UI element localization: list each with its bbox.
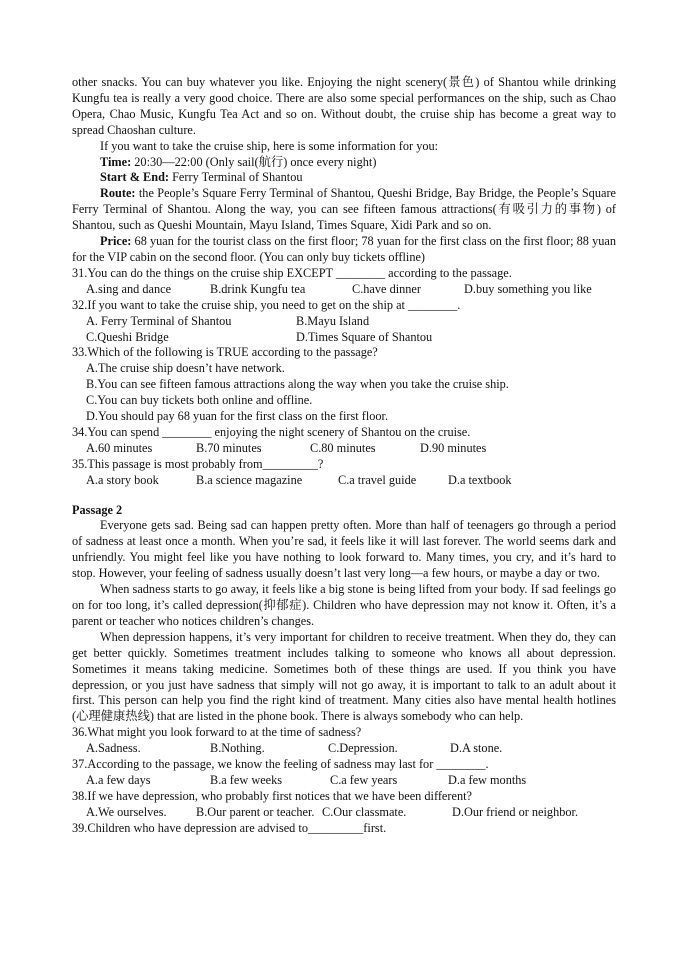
option-31c: C.have dinner [352, 281, 421, 296]
question-33-option-c-row [72, 393, 616, 409]
time-line [72, 155, 616, 171]
passage2-heading: Passage 2 [72, 502, 123, 517]
question-37: 37.According to the passage, we know the feeling of sadness may last for ________. [72, 757, 489, 772]
question-36: 36.What might you look forward to at the time of sadness? [72, 725, 362, 740]
option-34c: C.80 minutes [310, 440, 376, 455]
route-text: the People’s Square Ferry Terminal of Shantou, Queshi Bridge, Bay Bridge, the People’s Square Ferry Terminal of Shantou. Along the way, you can see fifteen famous attractions(有吸引力的事物) of Shantou, such as Queshi Mountain, Mayu Island, Times Square, Xidi Park and so on. [72, 186, 616, 233]
option-37a: A.a few days [86, 772, 151, 787]
option-38a: A.We ourselves. [86, 804, 167, 819]
option-31a: A.sing and dance [86, 281, 172, 296]
question-39: 39.Children who have depression are advised to_________first. [72, 820, 387, 835]
start-end-line [72, 170, 616, 186]
passage2-paragraph-1: Everyone gets sad. Being sad can happen pretty often. More than half of teenagers go through a period of sadness at least once a month. When you’re sad, it feels like it will last forever. The world seems dark and unfriendly. You might feel like you have nothing to look forward to. Many times, you cry, and it’s hard to stop. However, your feeling of sadness usually doesn’t last very long—a few hours, or maybe a day or two. [72, 518, 616, 581]
question-33-option-d-row [72, 409, 616, 425]
option-35c: C.a travel guide [338, 472, 417, 487]
option-33c: C.You can buy tickets both online and offline. [86, 393, 313, 408]
question-31: 31.You can do the things on the cruise ship EXCEPT ________ according to the passage. [72, 265, 512, 280]
price-label: Price: [100, 234, 132, 249]
option-34b: B.70 minutes [196, 440, 262, 455]
start-end-label: Start & End: [100, 170, 170, 185]
time-text: 20:30—22:00 (Only sail(航行) once every night) [131, 154, 377, 169]
start-end-text: Ferry Terminal of Shantou [169, 170, 303, 185]
passage2-paragraph-2: When sadness starts to go away, it feels like a big stone is being lifted from your body. If sad feelings go on for too long, it’s called depression(抑郁症). Children who have depression may not know it. Often, it’s a parent or teacher who notices children’s changes. [72, 582, 616, 628]
question-36-options [72, 741, 616, 757]
option-36d: D.A stone. [450, 741, 503, 756]
question-33-option-b-row [72, 377, 616, 393]
question-34: 34.You can spend ________ enjoying the night scenery of Shantou on the cruise. [72, 424, 471, 439]
question-35: 35.This passage is most probably from_________? [72, 456, 324, 471]
info-intro: If you want to take the cruise ship, here is some information for you: [100, 138, 439, 153]
option-38d: D.Our friend or neighbor. [452, 804, 579, 819]
time-label: Time: [100, 154, 132, 169]
option-32b: B.Mayu Island [296, 313, 370, 328]
option-31b: B.drink Kungfu tea [210, 281, 306, 296]
option-32a: A. Ferry Terminal of Shantou [86, 313, 232, 328]
option-35a: A.a story book [86, 472, 159, 487]
option-36c: C.Depression. [328, 741, 398, 756]
route-line [72, 186, 616, 234]
question-33-option-a-row [72, 361, 616, 377]
option-37c: C.a few years [330, 772, 398, 787]
question-37-options [72, 773, 616, 789]
option-34d: D.90 minutes [420, 440, 487, 455]
option-31d: D.buy something you like [464, 281, 592, 296]
question-31-options [72, 282, 616, 298]
option-33d: D.You should pay 68 yuan for the first class on the first floor. [86, 409, 389, 424]
option-38b: B.Our parent or teacher. [196, 804, 315, 819]
price-line [72, 234, 616, 266]
option-32c: C.Queshi Bridge [86, 329, 169, 344]
document-page [72, 75, 616, 837]
passage2-paragraph-3: When depression happens, it’s very important for children to receive treatment. When they do, they can get better quickly. Sometimes treatment includes talking to someone who knows all about depression. Sometimes it means taking medicine. Sometimes both of these things are used. If you think you have depression, or you just have sadness that simply will not go away, it is important to talk to an adult about it first. This person can help you find the right kind of treatment. Many cities also have mental health hotlines (心理健康热线) that are listed in the phone book. There is always somebody who can help. [72, 629, 616, 724]
question-38-options [72, 805, 616, 821]
question-38: 38.If we have depression, who probably first notices that we have been different? [72, 788, 472, 803]
option-38c: C.Our classmate. [322, 804, 407, 819]
price-text: 68 yuan for the tourist class on the first floor; 78 yuan for the first class on the first floor; 88 yuan for the VIP cabin on the second floor. (You can only buy tickets offline) [72, 234, 616, 264]
question-33: 33.Which of the following is TRUE according to the passage? [72, 345, 378, 360]
option-33a: A.The cruise ship doesn’t have network. [86, 361, 285, 376]
question-32-options-row1 [72, 314, 616, 330]
option-35d: D.a textbook [448, 472, 512, 487]
option-37d: D.a few months [448, 772, 527, 787]
option-34a: A.60 minutes [86, 440, 153, 455]
option-36a: A.Sadness. [86, 741, 141, 756]
option-37b: B.a few weeks [210, 772, 283, 787]
question-32: 32.If you want to take the cruise ship, you need to get on the ship at ________. [72, 297, 461, 312]
route-label: Route: [100, 186, 136, 201]
option-36b: B.Nothing. [210, 741, 265, 756]
option-33b: B.You can see fifteen famous attractions along the way when you take the cruise ship. [86, 377, 509, 392]
passage1-intro: other snacks. You can buy whatever you like. Enjoying the night scenery(景色) of Shantou while drinking Kungfu tea is really a very good choice. There are also some special performances on the ship, such as Chao Opera, Chao Music, Kungfu Tea Act and so on. Without doubt, the cruise ship has become a great way to spread Chaoshan culture. [72, 75, 616, 137]
option-35b: B.a science magazine [196, 472, 303, 487]
option-32d: D.Times Square of Shantou [296, 329, 433, 344]
question-32-options-row2 [72, 330, 616, 346]
question-35-options [72, 473, 616, 489]
question-34-options [72, 441, 616, 457]
